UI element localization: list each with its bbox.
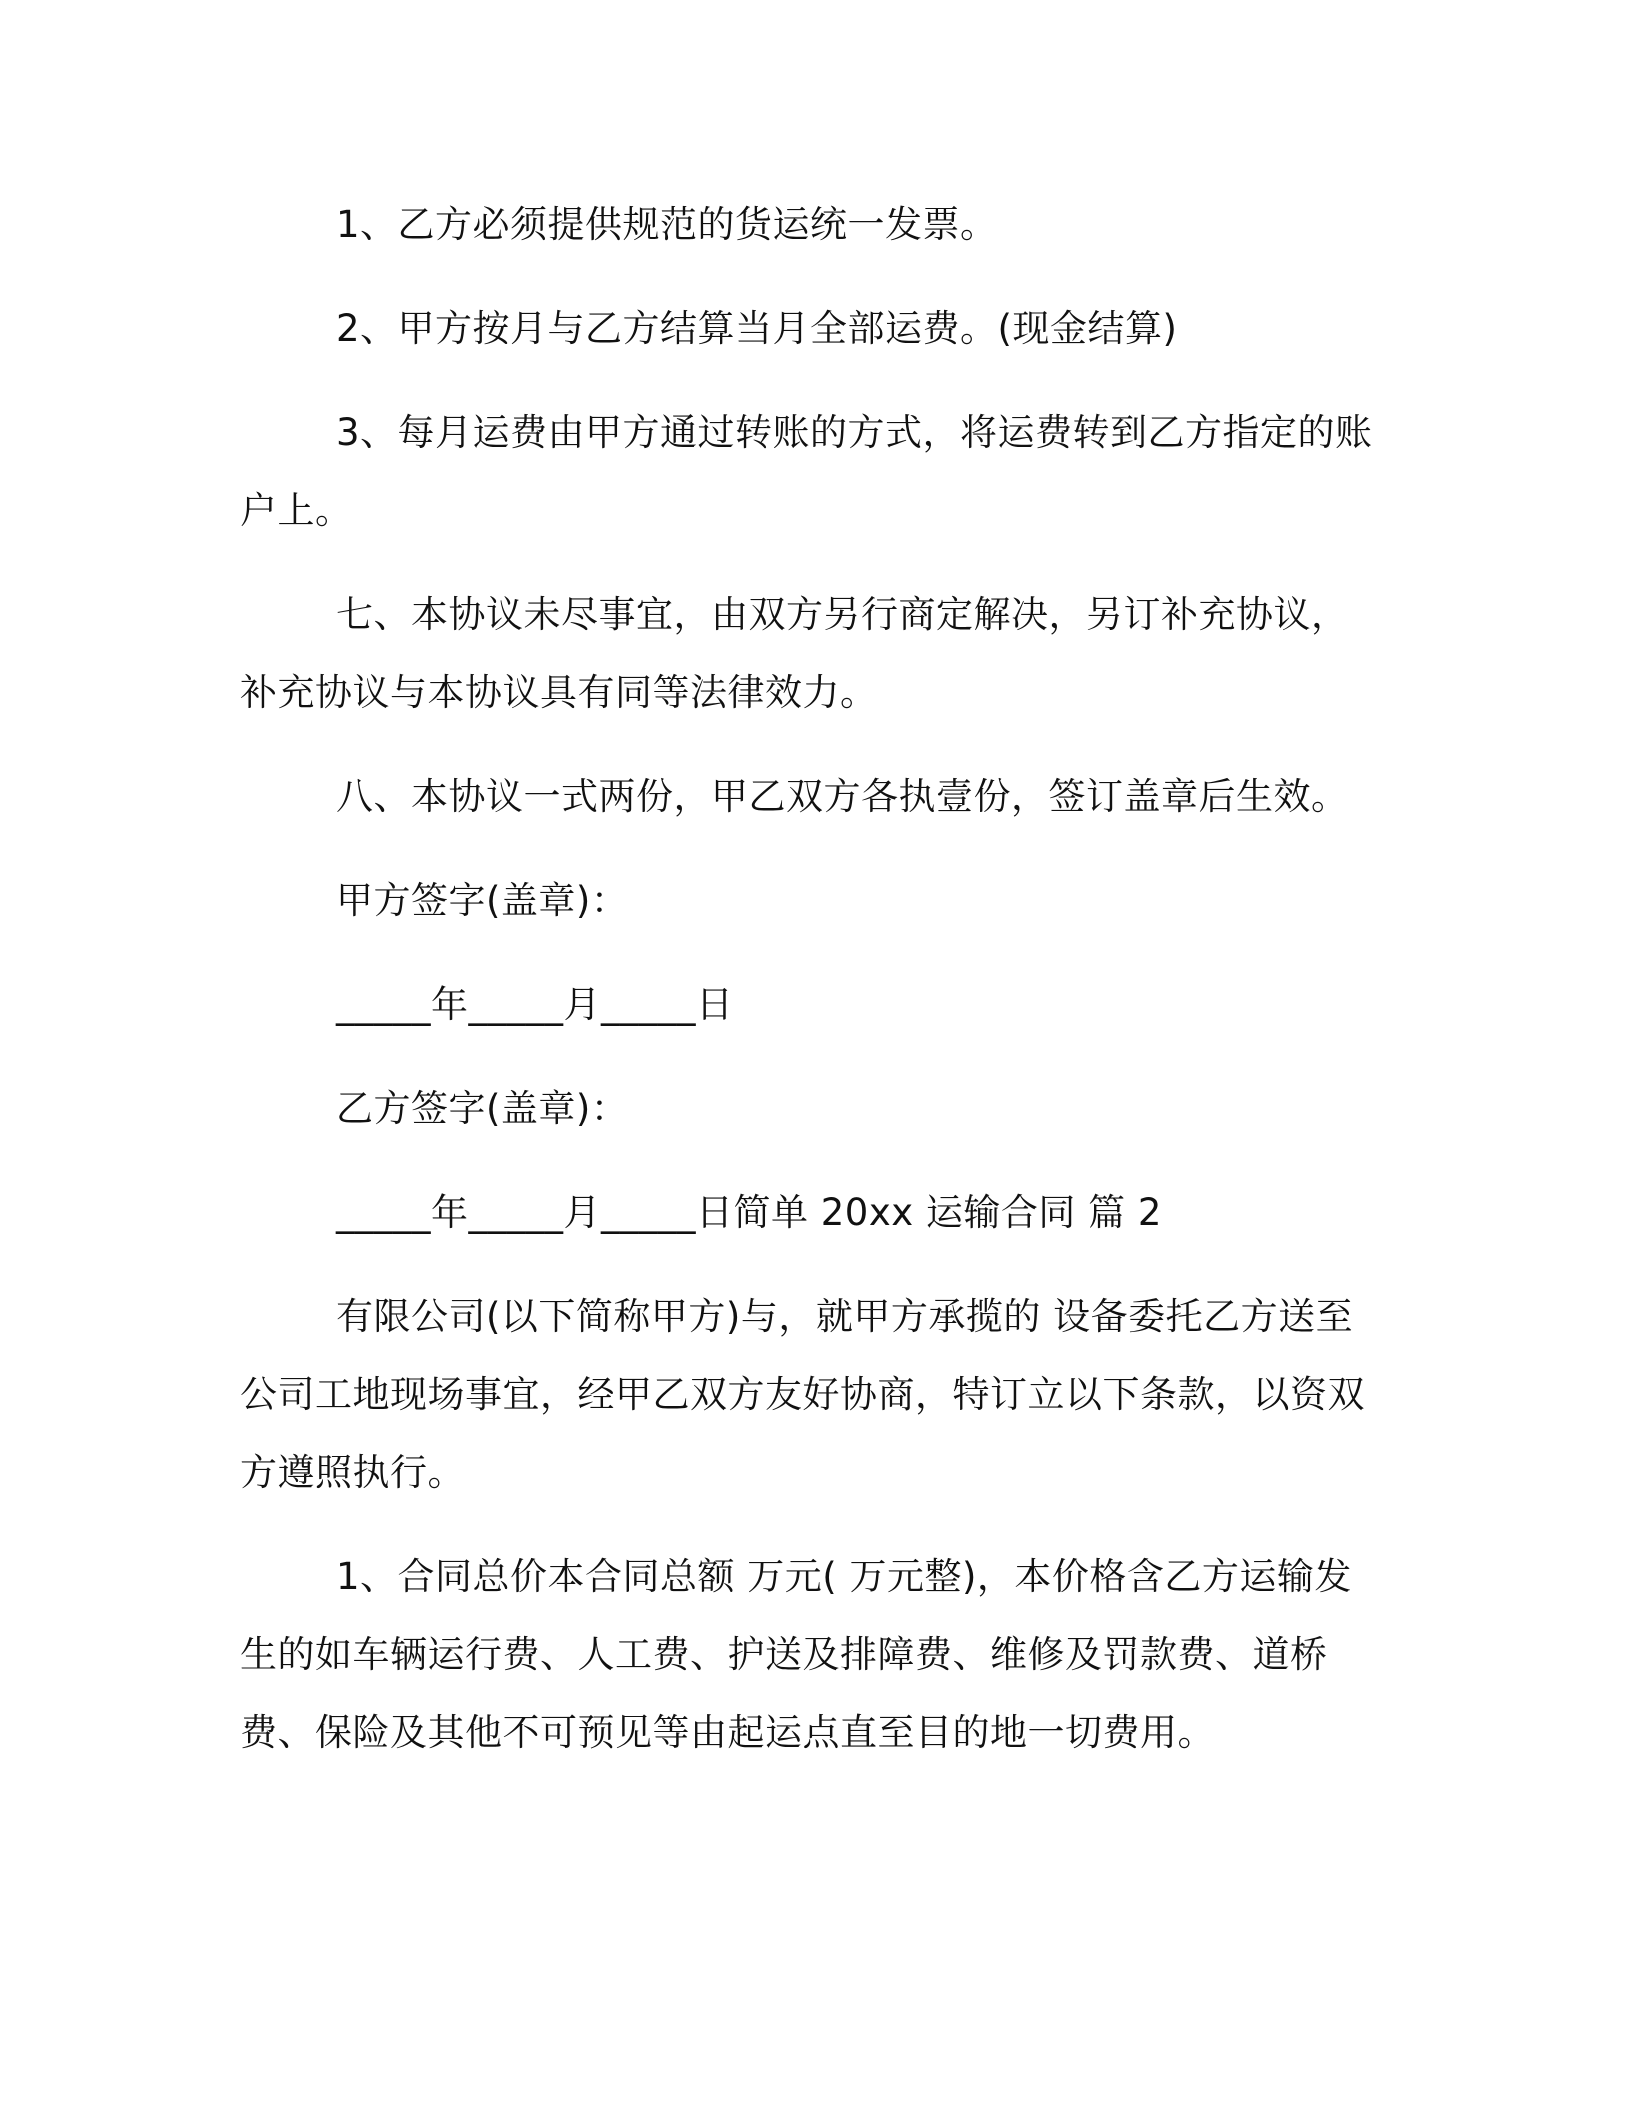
clause-total-price: 1、合同总价本合同总额 万元( 万元整)，本价格含乙方运输发生的如车辆运行费、人工费、护送及排障费、维修及罚款费、道桥费、保险及其他不可预见等由起运点直至目的地一切费用。 <box>240 1555 1352 1754</box>
clause-invoice: 1、乙方必须提供规范的货运统一发票。 <box>336 203 998 246</box>
contract-preamble: 有限公司(以下简称甲方)与，就甲方承揽的 设备委托乙方送至 公司工地现场事宜，经甲乙双方友好协商，特订立以下条款，以资双方遵照执行。 <box>240 1295 1365 1494</box>
document-body <box>240 186 1380 1772</box>
party-a-date-line: _____年_____月_____日 <box>336 983 734 1026</box>
party-a-signature-label: 甲方签字(盖章)： <box>336 879 629 922</box>
article-seven-supplement: 七、本协议未尽事宜，由双方另行商定解决，另订补充协议，补充协议与本协议具有同等法律效力。 <box>240 593 1349 714</box>
article-eight-copies: 八、本协议一式两份，甲乙双方各执壹份，签订盖章后生效。 <box>336 775 1349 818</box>
party-b-date-line-and-heading: _____年_____月_____日简单 20xx 运输合同 篇 2 <box>336 1191 1162 1234</box>
clause-transfer-payment: 3、每月运费由甲方通过转账的方式，将运费转到乙方指定的账户上。 <box>240 411 1373 532</box>
clause-monthly-settlement: 2、甲方按月与乙方结算当月全部运费。(现金结算) <box>336 307 1178 350</box>
party-b-signature-label: 乙方签字(盖章)： <box>336 1087 629 1130</box>
